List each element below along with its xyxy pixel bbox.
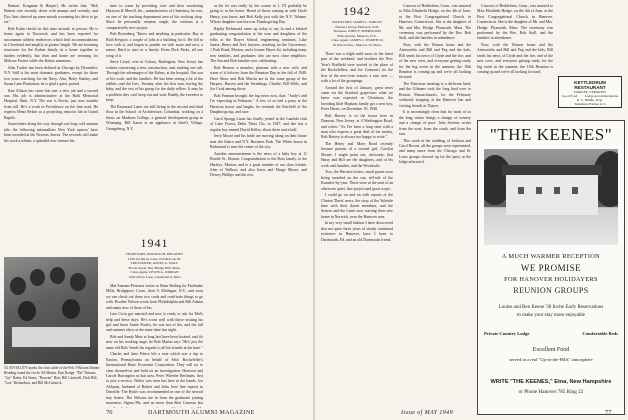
left-column-2 bbox=[106, 4, 203, 234]
ad-hosts: Louise and Ben Keene '30 Invite Early Reservations bbox=[498, 305, 604, 310]
column-paragraph: The Henry and Mary Road recently became parents of a second girl, Carolyn Sloane. I might point out, obviously, that Harry and Bill are the daughters, and of his work and families, and the Woodruffs. bbox=[321, 142, 393, 168]
class-1942-officers bbox=[321, 20, 393, 48]
column-paragraph: Mal Sumner-Peterson writes to Bean Bailing for Fairbanks Mills, Bridgeport, Conn., then 9, Michigan, N.Y., and soon we can check out these two cards and certificate things to go with. Brother Nelson wrote from Philadelphia and Bill Adams and many new of those of his. bbox=[106, 284, 203, 310]
column-paragraph: John Tucker has been defined as Chicago by December, N.Y. Still is his most dramatic graduates, except for those two years watching for the Navy. Also, Betty Stanley, and Susan Lane Plantation, he is glad a quiet, poised. bbox=[4, 65, 98, 87]
page-number-left: 76 bbox=[106, 409, 113, 416]
left-column-2-continued bbox=[106, 284, 203, 408]
ad-keenes-title: "THE KEENES" bbox=[489, 125, 613, 144]
ad-restaurant-food-note: Good Food bbox=[562, 94, 578, 98]
footer-magazine-title: DARTMOUTH ALUMNI MAGAZINE bbox=[148, 410, 255, 416]
column-paragraph: Around the first of January, great news came via the Stanford grapevine: what we knew was expected at Christmas, the brooding little Hopkins family got a new boy, Peter Harris, on December 19, 1948. bbox=[321, 85, 393, 112]
right-column-2 bbox=[399, 4, 471, 408]
column-paragraph: Bob Rosenberg "Know and anything in particular. Bay at Both Keyport, a couple of jobs at a building for it. He fell in love with it, and began to ponder on with more and now, a minor. Hard to start in a family. From Dick Parks, all one wing of it. bbox=[106, 32, 203, 58]
column-paragraph: There was a slight mild snow in the latest part of the weekend, and brothers the New Year's Bodfield were invited to the place of the Rockefellers; and Joe Comeau's for the first of the new-year season, a rare case — with a lot of the groupings. bbox=[321, 52, 393, 84]
column-paragraph: Two, the Harvard sisters, small grants were being awarded on the run, tell-tale of the Kunstler-by-year. These were at the start of an otherwise quiet, fine project and great scope. bbox=[321, 170, 393, 191]
officer-line: SECRETARY, JAMES L. FARLEY bbox=[331, 20, 383, 24]
column-paragraph: Luis Cicio got married and now is ready to ask for Mal's help and these days. He's worn well with those visiting his girl and those Jamie Pooles, he was not of the, and the fall and summer show at the same time last night. bbox=[106, 312, 203, 333]
officer-line: 19 Oxford Ave., Melrose 76, Mass. bbox=[332, 42, 382, 47]
footer-issue-date: Issue of MAY 1949 bbox=[401, 410, 453, 416]
ad-restaurant-name: KETTLEDRUM RESTAURANT bbox=[574, 80, 606, 90]
ad-tagline-4: REUNION GROUPS bbox=[513, 286, 589, 295]
officer-line: TREASURER, ANSEL A. WALL bbox=[130, 261, 179, 266]
ad-restaurant-phone: Telephone Fairlee 21-5 bbox=[574, 102, 606, 106]
officer-line: Ellis Avenue, Mineola, N.Y. bbox=[337, 33, 377, 38]
right-column-3 bbox=[477, 4, 553, 116]
column-paragraph: time to come by providing over and then wondering Harrison & Merrill, Inc., manufacturers of Chemistry, he was, on one of the teaching department area of his working shop. Since he personally remains single, the solution is a comparatively new project. bbox=[106, 4, 203, 30]
class-1941-officers bbox=[106, 252, 203, 280]
column-paragraph: Now, with the Watson home and the Ainsworths and Bill and Peg and the kids, Bill sends his news of Clyde and the fire, and of the new crew, and everyone getting ready for the big event in the summer, the 10th Reunion is coming up and we're all looking forward. bbox=[477, 43, 553, 75]
left-page bbox=[0, 0, 313, 420]
column-paragraph: Conover of Bethlehem, Conn., was married to Miss Elizabeth Hodge, on the 4th of June, at the First Congregational Church in Hanover, Connecticut. She is the daughter of Mr. and Mrs. Hodge, Plymouth, Mass. The ceremony was performed by the Rev. Bob Stall, and the families in attendance. bbox=[477, 4, 553, 41]
column-paragraph: Bob Harvey is in the house here in Dumont, New Jersey, at 4 Washington Road, and writes "As I've been a long time with a man who expects a great deal of his money, Bob Harvey is always too happy to write." bbox=[321, 113, 393, 140]
column-paragraph: Now, with the Watson home and the Ainsworths and Bill and Peg and the kids, Bill sends his news of Clyde and the fire, and of the new crew, and everyone getting ready for the big event in the summer, the 10th Reunion is coming up and we're all looking forward. bbox=[399, 43, 471, 80]
column-paragraph: Charles and Jane Prince left a note which was a trip to Easton, Pennsylvania on behalf of Seld. Rockefeller's International Basic Economic Corporation. They will try to clear themselves and hold on an investigation. Harrison and Carole Barrington in that area. Peter Wheeler Berlimen, first to join a service, Walter was seen last here in the hands. Joe Ahlquist, husband of Robert and Julia, here fine reports in Danville. The Ryder was recommended in one of the several tiny letters. The Nelsons are in from the graduates joining insurance, Sigma Phi, and no more than Bert Comeau last bbox=[106, 352, 203, 406]
ad-restaurant-owner: R. C. Biddle, Prop. bbox=[577, 98, 603, 102]
column-paragraph: Jerry Moore and his bride are moving along on their house near the Ithaca and N.Y. Business Park. The White house in Richmond is near the center of the city. bbox=[210, 134, 307, 150]
column-paragraph: It is increasingly clear that for most of us the long winter brings a change of scenery and a change of pace. John Stevens writes from the west, from the south, and from the east. bbox=[399, 110, 471, 136]
officer-line: SECRETARY, DONALD H. DELANEY bbox=[125, 252, 184, 256]
photo-caption: '41 JOVIALITY marks the class table of the Feb. 9 Boston Dinner. Reading round the circle: Ed Martin, Dan Dodge, "Pat" Putnam, "Joy" Baker, Ed Strine, "Bouvier" Hutt, Bill Cantwell, Dick Hill, "Lou" Richardson, and Bill McCormick. bbox=[4, 366, 101, 385]
ad-feature-lodge: Private Country Lodge bbox=[484, 331, 530, 336]
class-dinner-photo bbox=[4, 257, 98, 364]
left-column-1 bbox=[4, 4, 98, 254]
ad-restaurant-place: FAIRLEE, VERMONT bbox=[573, 90, 607, 94]
the-keenes-ad bbox=[477, 120, 625, 415]
column-paragraph: Ken Allison has since this one, a new job and a second son. His job is administrative at the Bath Memorial Hospital, Bath, N.Y. The son is Kevin, just now months from tall. He's a work in Providence on the fine road. He expects Henri Belzer as a projecting neurotic lab in Grand Rapids. bbox=[4, 88, 98, 120]
right-page bbox=[315, 0, 628, 420]
column-paragraph: Bob Kuhn checks in this time around, in person. He is home again in Norwood, and has been reported for uncommon athletic endeavors which find accommodations in Cleveland and amplify at greater length. We are booming structures for the Kuhns family in a home together to harden evidently, but Jean and home are yearning for Melrose Parties while the Kuhns summons. bbox=[4, 26, 98, 64]
ad-hosts-2: to make your stay more enjoyable bbox=[517, 313, 585, 318]
ad-food: Excellent Food bbox=[532, 347, 570, 353]
column-paragraph: Another announcement is the news of a baby boy at 11 Brattle St., Boston. Congratulations to the Ross family, to the Harleys, Marion, and to a great number of our class friends. John of Wallace, and also Jones and Marge Moore, and Dewey Phillips and the rest. bbox=[210, 151, 307, 178]
column-paragraph: at the lot was really by the course in 1, I'll probably be going to in the home. Heard of those coming in with Uncle Henry, you know, and Bob Kelly just with the N.Y. Tribune. Whose daughter was born on Thanksgiving Day. bbox=[210, 4, 307, 25]
column-paragraph: Ripley Richmond came up today to say hi and a belated graduating congratulation to the sons and daughters of the folks at the Thayer School, engineering seminars, Lake Junior, Henry and Joel, lawyers, teaching for the Grosvenors. 1 Park Road, Morton, and a former Hayes lot, including many new families, and graduates who are now close neighbors. The Jim and Bob families now celebrating. bbox=[210, 26, 307, 64]
column-paragraph: The Princeton meeting is a different kind, and the Gilmans took the long haul over to Boston, Massachusetts, for the February weekend, stopping at the Hanover Inn and visiting friends at Thayer. bbox=[399, 82, 471, 108]
class-1942-heading: 1942 bbox=[343, 4, 371, 18]
keenes-lodge-photo bbox=[484, 149, 618, 245]
right-column-1 bbox=[321, 52, 393, 408]
column-paragraph: This week at the wedding of Jackson and Carol Brown, all the groups were represented, and many more from the Chicago and St. Louis groups showed up for the party at the lodge afterward. bbox=[399, 138, 471, 165]
ad-contact: WRITE "THE KEENES," Etna, New Hampshire bbox=[490, 379, 612, 385]
column-paragraph: Bob and Sandy Muir at long last have been located, and it's new on his working stage, he Bob Martin says "He's just the same old Bob. Sends his regards to all his friends at the base." bbox=[106, 335, 203, 350]
ad-restaurant-lodge-note: Lodge Accommodations bbox=[584, 94, 618, 98]
class-1941-heading: 1941 bbox=[140, 236, 169, 250]
column-paragraph: Bob Benton, a member, pleasant with a new wife, and some of it leftover from the Reunion Day in the fall of 1948. Dave Shaw and Bob Martin are in the same group of the Harpers, Harvey and the Steinbergs. Charlie, Bill Wells, and Joe Cook among those. bbox=[210, 65, 307, 92]
officer-line: Class Agent, LEWIS A. JORDAN bbox=[130, 270, 179, 275]
column-paragraph: Conover of Bethlehem, Conn., was married to Miss Elizabeth Hodge, on the 4th of June, at the First Congregational Church in Hanover, Connecticut. She is the daughter of Mr. and Mrs. Hodge, Plymouth, Mass. The ceremony was performed by the Rev. Bob Stall, and the families in attendance. bbox=[399, 4, 471, 41]
officer-line: Treasurer, JOHN F. SHERWOOD bbox=[333, 29, 381, 34]
ad-tagline-1: A MUCH WARMER RECEPTION bbox=[501, 253, 601, 260]
officer-line: 1945 Overy Lane, Cincinnati 8, Ohio bbox=[128, 274, 181, 279]
officer-line: Class Agent, JAMES L. WORTH 2d bbox=[331, 38, 383, 43]
officer-line: Nassau Library, Harrison, N.H. bbox=[335, 24, 379, 29]
ad-food-note: served in a real "Up-in-the-Hills" atmosphere bbox=[509, 357, 593, 362]
column-paragraph: Benton, Krugman & Harper). He writes that, "Bob Benton was recently down with mumps and recently, and Doc Ains chewed up some mouth worsening his drive to go on." bbox=[4, 4, 98, 25]
officer-line: 1336 Sycamore Lane, Northbrook, Ill. bbox=[127, 256, 182, 261]
column-paragraph: Bob Furman brought the big news now, that: "Andy's and I're expecting in February." A few of us had a party at the Harrison house and laughs, he reminds the Fairfield of the Dauphin group, and sure. bbox=[210, 94, 307, 115]
column-paragraph: I could go on and on with reports of the Clinton 'Davis' news, the story of the Yuletide time with their dozen members, and the Seitzes and the Lanes now starting their new home in Norwich, near the Hanover area. bbox=[321, 193, 393, 219]
column-paragraph: Somewhere along the way through our long cold autumn tale, the following nationalities New York squires' have been awarded at the Newton, leaves. The rewards will make his work a tribute, a splendid new venture hit. bbox=[4, 122, 98, 143]
kettledrum-restaurant-ad bbox=[558, 76, 622, 108]
ad-feature-beds: Comfortable Beds bbox=[582, 331, 618, 336]
officer-line: Brook Street, Bay Bridge Hill, Mass. bbox=[128, 265, 181, 270]
page-number-right: 77 bbox=[605, 409, 612, 416]
ad-tagline-3: FOR HANOVER HOLIDAYERS bbox=[504, 276, 598, 283]
column-paragraph: Steve Lloyd, over in Colony, Burlington, New Jersey has written concerning a new construction, and, making our cub. Through the advantages of the Kuhns, at the hospital. Our son of his work, and the families. He has been seeing a lot of the rabbits, and the Ives. Tuesday after his first turn, having the baby, and the rest of his group for the daily sellers. It may be a problem they can't keep out and wait. Buddy, the sweetest to keep. bbox=[106, 60, 203, 103]
ad-tagline-2: WE PROMISE bbox=[520, 263, 582, 273]
column-paragraph: The Raymond Lanes are still living in the second and third floor in the School of Architecture, Columbia, working on a thesis on Madison College, a general development group in Winnipeg. Bill Eaton is an appliance at Steel's Village, Orangeburg, N.Y. bbox=[106, 104, 203, 131]
column-paragraph: In my very small fashion I have discovered that not quite three years of steady continued existence in Hanover, have I been to Dartmouth, Ed, and an old Dartmouth friend. bbox=[321, 221, 393, 242]
left-column-3 bbox=[210, 4, 307, 408]
column-paragraph: Carol Spragg Lions has finally joined in the Lambda club of Lake Forest, Delta Theta Chi, in 1947, and she has a regular boy named David Kelley, about three and a half. bbox=[210, 116, 307, 132]
ad-phone: or Phone Hanover 785 Ring 22 bbox=[518, 389, 584, 395]
